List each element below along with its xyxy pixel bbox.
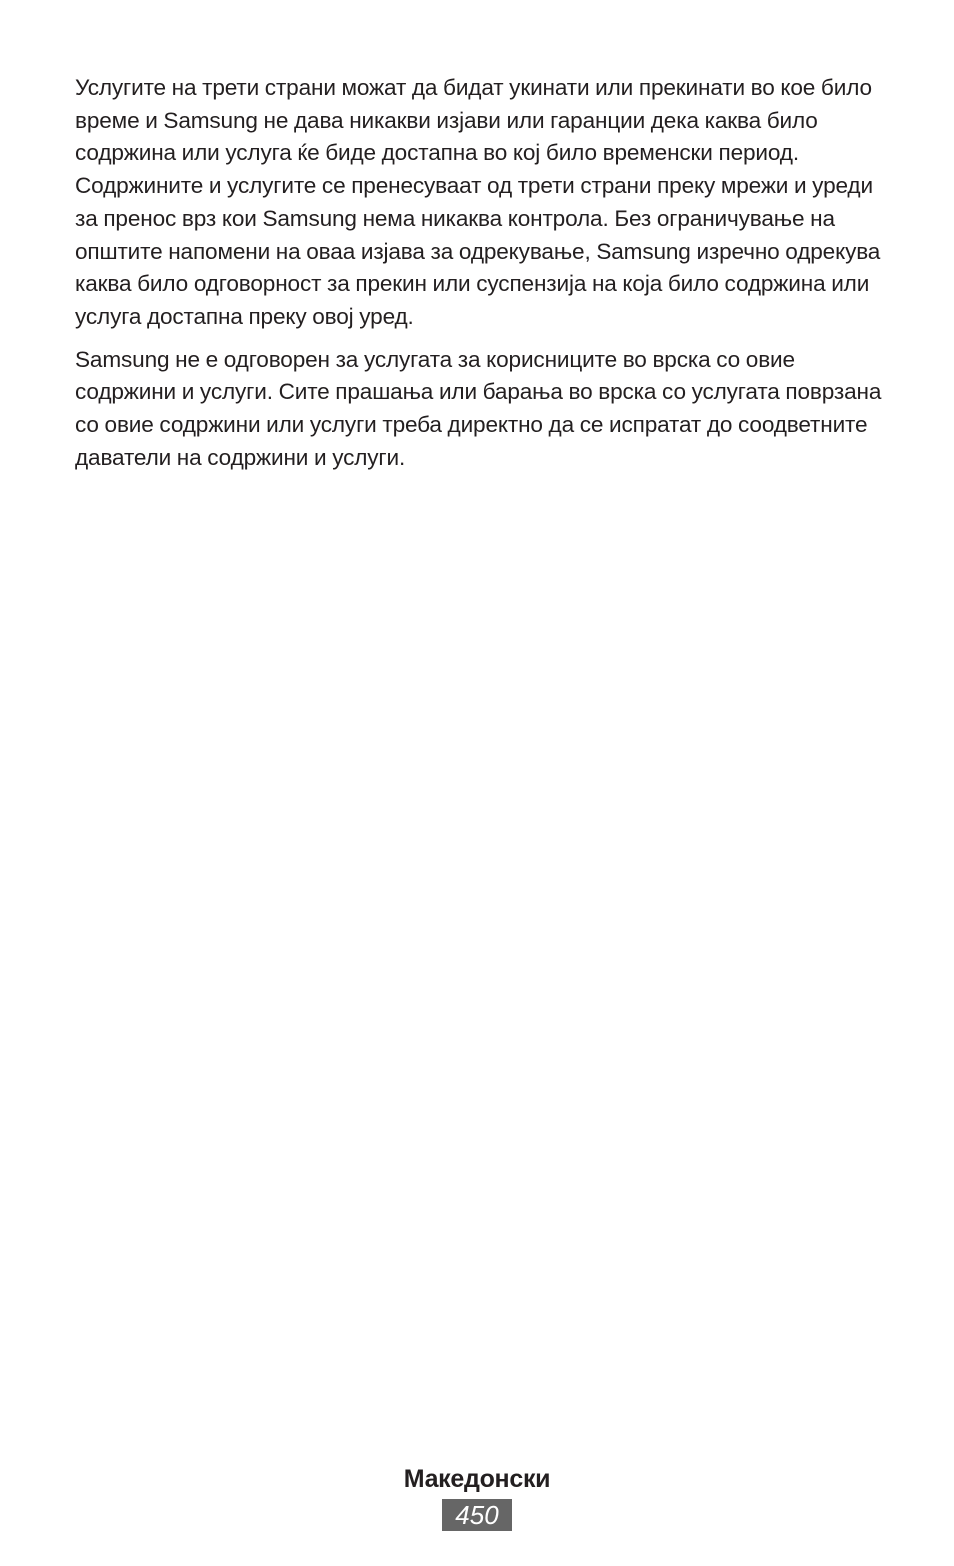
page-footer [0, 1462, 954, 1531]
paragraph-customer-service: Samsung не е одговорен за услугата за корисниците во врска со овие содржини и услуги. Сите прашања или барања во врска со услугата поврзана со овие содржини или услуги треба директно да се испратат до соодветните даватели на содржини и услуги. [75, 346, 882, 470]
language-label: Македонски [403, 1465, 551, 1493]
paragraph-third-party-services: Услугите на трети страни можат да бидат укинати или прекинати во кое било време и Samsung не дава никакви изјави или гаранции дека каква било содржина или услуга ќе биде достапна во кој било временски период. Содржините и услугите се пренесуваат од трети страни преку мрежи и уреди за пренос врз кои Samsung нема никаква контрола. Без ограничување на општите напомени на оваа изјава за одрекување, Samsung изречно одрекува каква било одговорност за прекин или суспензија на која било содржина или услуга достапна преку овој уред. [75, 75, 881, 329]
page-number-badge: 450 [442, 1499, 512, 1531]
document-body [75, 72, 887, 484]
